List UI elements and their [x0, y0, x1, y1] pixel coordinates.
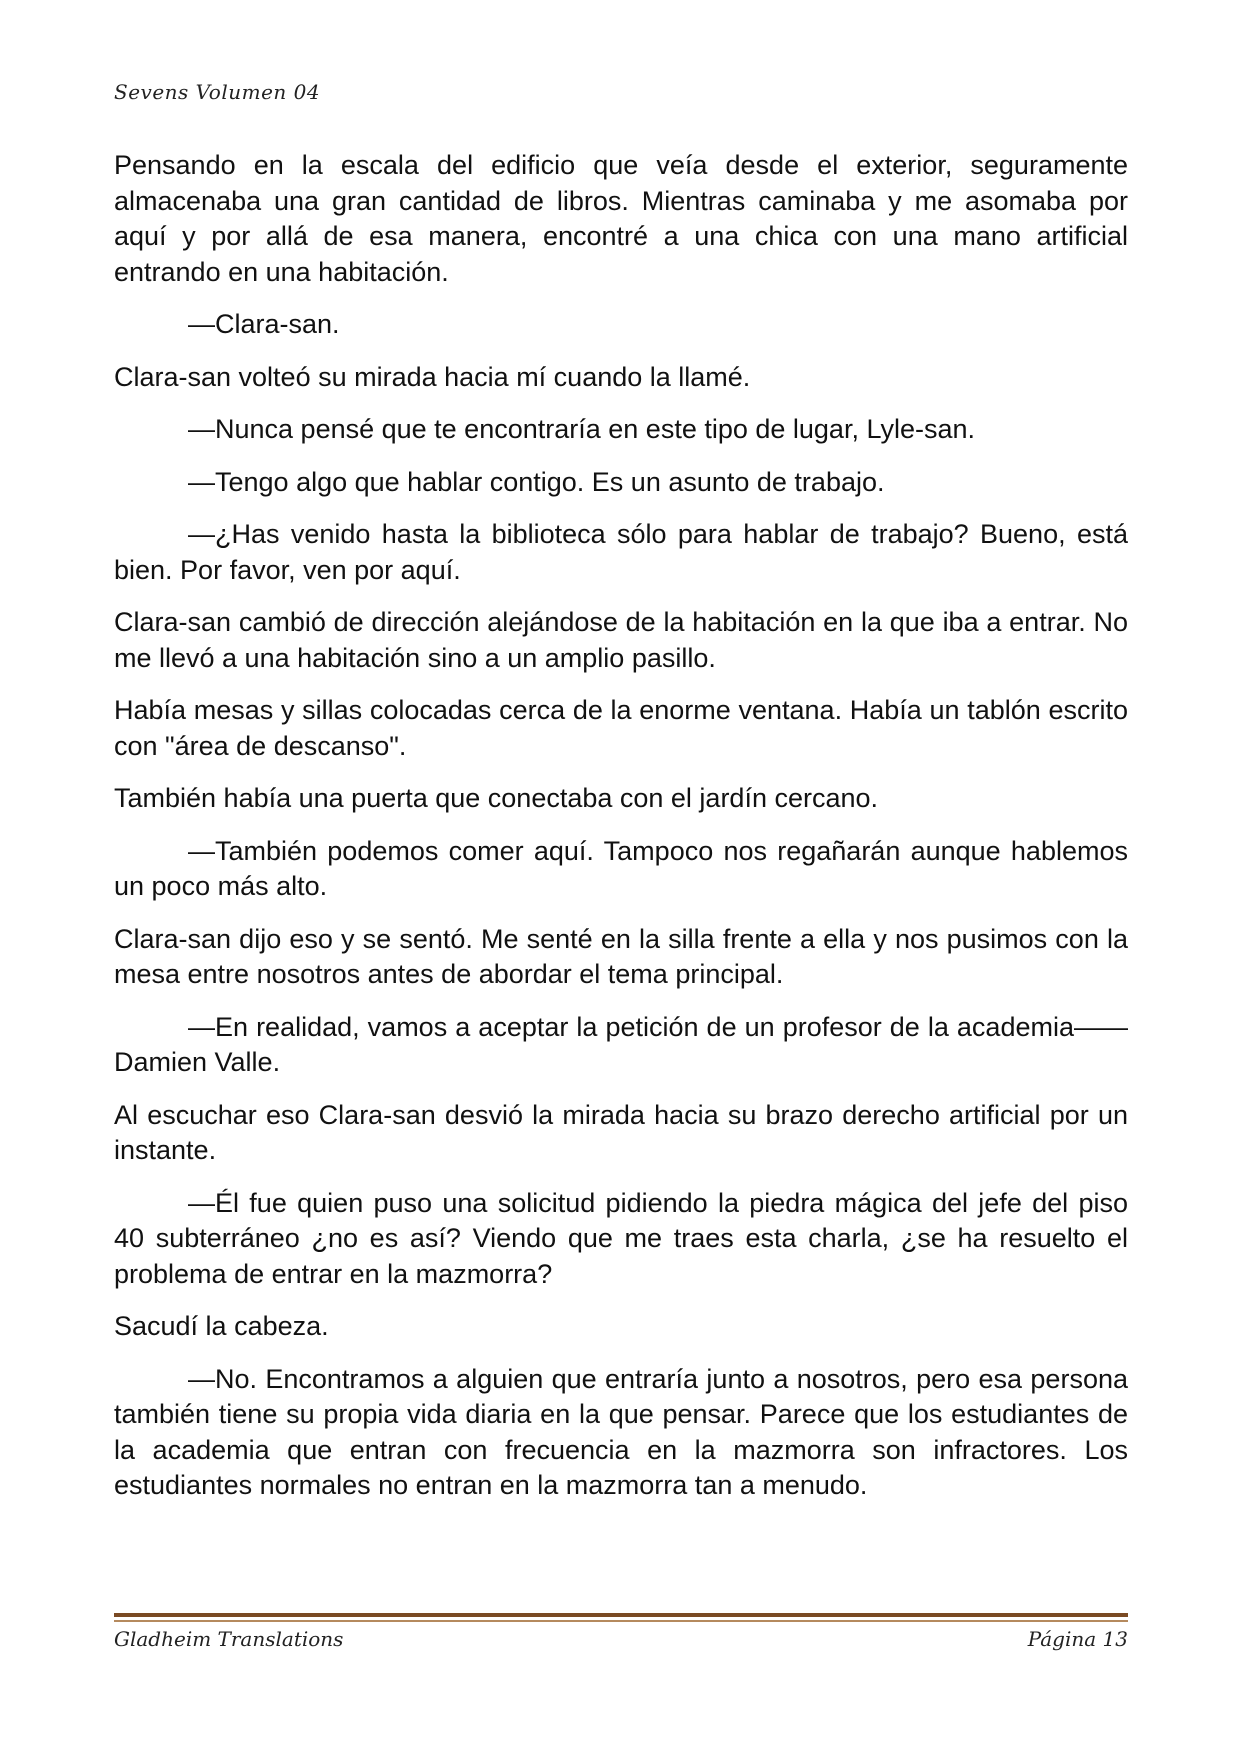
page-body — [114, 148, 1128, 1521]
footer-publisher: Gladheim Translations — [114, 1627, 344, 1651]
dialogue-line: —En realidad, vamos a aceptar la petición de un profesor de la academia——Damien Valle. — [114, 1011, 1128, 1077]
page-number: Página 13 — [1027, 1627, 1128, 1651]
paragraph: Clara-san cambió de dirección alejándose de la habitación en la que iba a entrar. No me llevó a una habitación sino a un amplio pasillo. — [114, 607, 1128, 673]
paragraph: Sacudí la cabeza. — [114, 1311, 329, 1341]
dialogue-line: —También podemos comer aquí. Tampoco nos regañarán aunque hablemos un poco más alto. — [114, 835, 1128, 901]
dialogue-line: —Clara-san. — [188, 309, 340, 339]
paragraph: También había una puerta que conectaba con el jardín cercano. — [114, 783, 879, 813]
paragraph: Pensando en la escala del edificio que veía desde el exterior, seguramente almacenaba una gran cantidad de libros. Mientras caminaba y me asomaba por aquí y por allá de esa manera, encontré a una chica con una mano artificial entrando en una habitación. — [114, 150, 1128, 287]
dialogue-line: —Él fue quien puso una solicitud pidiendo la piedra mágica del jefe del piso 40 subterráneo ¿no es así? Viendo que me traes esta charla, ¿se ha resuelto el problema de entrar en la mazmorra? — [114, 1187, 1128, 1289]
paragraph: Clara-san dijo eso y se sentó. Me senté en la silla frente a ella y nos pusimos con la mesa entre nosotros antes de abordar el tema principal. — [114, 923, 1128, 989]
paragraph: Había mesas y sillas colocadas cerca de la enorme ventana. Había un tablón escrito con "área de descanso". — [114, 695, 1128, 761]
footer-divider — [114, 1613, 1128, 1617]
paragraph: Al escuchar eso Clara-san desvió la mirada hacia su brazo derecho artificial por un instante. — [114, 1099, 1128, 1165]
paragraph: Clara-san volteó su mirada hacia mí cuando la llamé. — [114, 361, 751, 392]
footer-divider-thin — [114, 1620, 1128, 1622]
running-header: Sevens Volumen 04 — [114, 80, 321, 104]
dialogue-line: —¿Has venido hasta la biblioteca sólo para hablar de trabajo? Bueno, está bien. Por favor, ven por aquí. — [114, 519, 1128, 585]
dialogue-line: —No. Encontramos a alguien que entraría junto a nosotros, pero esa persona también tiene su propia vida diaria en la que pensar. Parece que los estudiantes de la academia que entran con frecuencia en la mazmorra son infractores. Los estudiantes normales no entran en la mazmorra tan a menudo. — [114, 1363, 1128, 1500]
dialogue-line: —Nunca pensé que te encontraría en este tipo de lugar, Lyle-san. — [188, 414, 976, 444]
dialogue-line: —Tengo algo que hablar contigo. Es un asunto de trabajo. — [188, 466, 885, 497]
